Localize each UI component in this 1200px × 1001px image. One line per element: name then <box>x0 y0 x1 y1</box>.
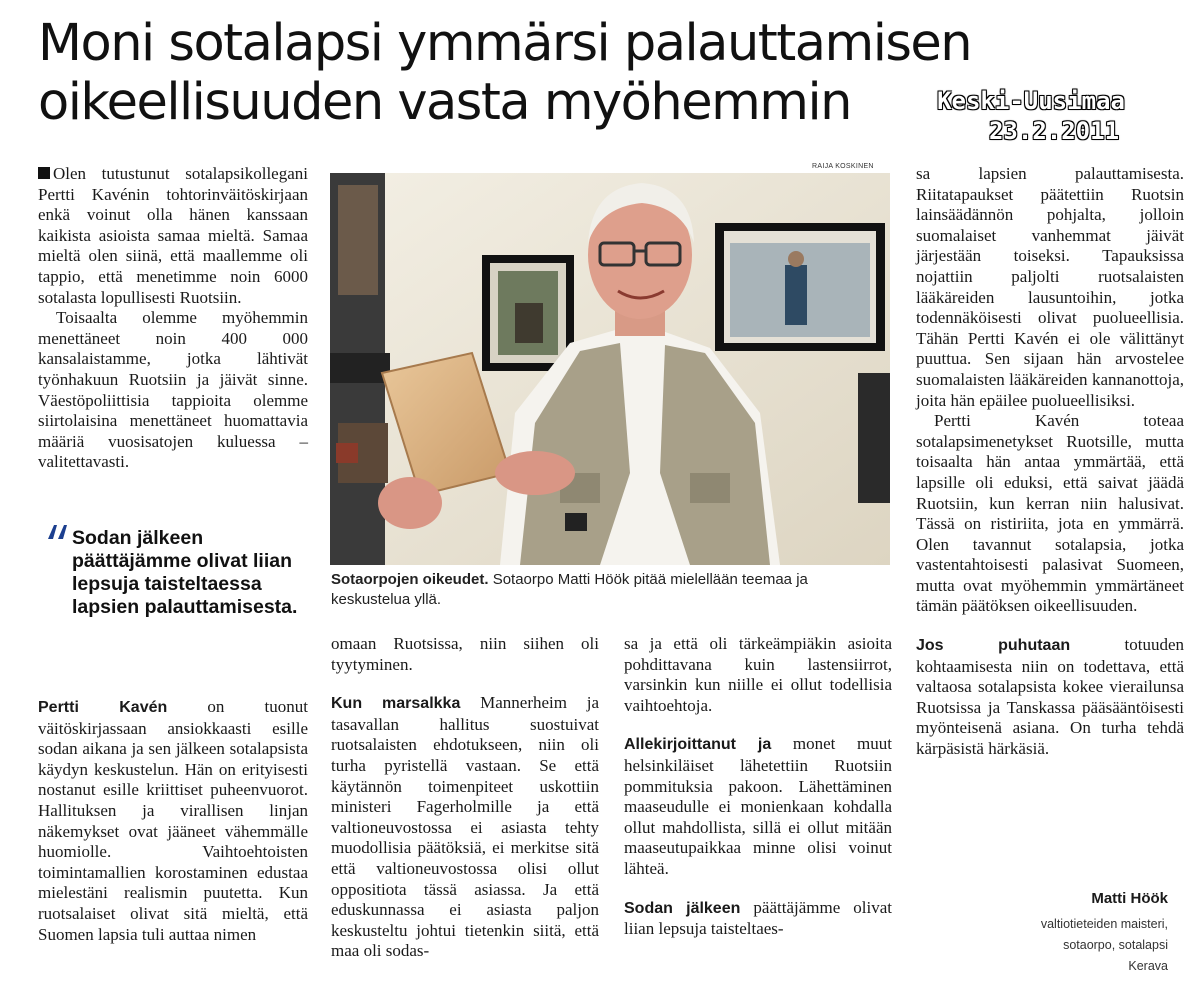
column-3-lead-2: Sodan jälkeen <box>624 899 741 917</box>
column-3-continuation: sa ja että oli tärkeämpiäkin asioita pohdittavana kuin lastensiirrot, varsinkin kun niille ei ollut todellisia vaihtoehtoja. <box>624 634 892 715</box>
pull-quote <box>45 527 315 619</box>
column-2-lead: Kun marsalkka <box>331 695 461 713</box>
photo-caption <box>331 570 891 610</box>
caption-title: Sotaorpojen oikeudet. <box>331 571 489 588</box>
column-4-text: totuuden kohtaamisesta niin on todettava, että valtaosa sotalapsista kokee vierailunsa Ruotsissa ja Tanskassa pääsääntöisesti myönteisenä asiana. On turha tehdä kärpäsistä härkäsiä. <box>916 635 1184 759</box>
quote-mark-icon <box>45 521 71 543</box>
column-1-lead: Pertti Kavén <box>38 699 168 716</box>
column-3-text-2: päättäjämme olivat liian lepsuja taisteltaes- <box>624 897 892 939</box>
author-role: sotaorpo, sotalapsi <box>1063 938 1168 952</box>
column-1-body <box>38 697 308 945</box>
column-3-lead-1: Allekirjoittanut ja <box>624 736 772 754</box>
column-1-text: on tuonut väitöskirjassaan ansiokkaasti esille sodan aikana ja sen jälkeen sotalapsista käydyn keskustelun. Hän on erityisesti nostanut esille kriittiset puheenvuorot. Hallituksen ja virallisen linjan näkemykset ovat jääneet vähemmälle huomiolle. Vaihtoehtoisten toimintamallien korostaminen edustaa mielestäni realismin puutetta. Kun ruotsalaiset olivat sitä mieltä, että Suomen lapsia tuli auttaa nimen <box>38 697 308 944</box>
column-4-paragraph-1: sa lapsien palauttamisesta. Riitatapaukset päätettiin Ruotsin lainsäädännön pohjalta, jolloin suomalaiset vanhemmat jäivät järjestään toiseksi. Tapauksissa nojattiin paljolti ruotsalaisten lääkäreiden lausuntoihin, jotka todennäköisesti olivat puolueellisia. Tähän Pertti Kavén ei ole välittänyt puuttua. Sen sijaan hän arvostelee suomalaisten lääkäreiden kannanottoja, joita hän epäilee puolueellisiksi. <box>916 164 1184 410</box>
photo-credit: RAIJA KOSKINEN <box>812 163 874 170</box>
article-photo <box>330 173 890 565</box>
intro-paragraph-2: Toisaalta olemme myöhemmin menettäneet noin 400 000 kansalaistamme, jotka lähtivät työnhakuun Ruotsiin ja jäivät sinne. Väestöpoliittisia tappioita olemme siirtolaisina menettäneet huomattavia määriä vuosisatojen kuluessa – valitettavasti. <box>38 308 308 472</box>
intro-paragraph-1: Olen tutustunut sotalapsikollegani Pertti Kavénin tohtorinväitöskirjaan enkä voinut olla hänen kanssaan kaikista asioista samaa mieltä. Samaa mieltä olen siinä, että maallemme oli tappio, että menetimme noin 6000 sotalasta lopullisesti Ruotsiin. <box>38 164 308 307</box>
column-3 <box>624 634 892 940</box>
column-1-intro <box>38 164 308 473</box>
photo-illustration <box>330 173 890 565</box>
author-town: Kerava <box>1128 959 1168 973</box>
column-3-text-1: monet muut helsinkiläiset lähetettiin Ruotsiin pommituksia pakoon. Lähettäminen maaseudulle ei monienkaan kohdalla ollut mahdollista, sillä ei ollut mitään maaseutupaikkaa minne olisi voinut lähteä. <box>624 734 892 878</box>
column-2-text: Mannerheim ja tasavallan hallitus suostuivat ruotsalaisten ehdotukseen, niin oli turha pyristellä vastaan. Se että käytännön toimenpiteet uskottiin ministeri Fagerholmille ja että valtioneuvostossa ei asiasta tehty muodollisia päätöksiä, ei merkitse sitä että valtioneuvostossa olisi ollut oppositiota tässä asiassa. Ja että eduskunnassa ei asiasta paljon keskusteltu johtui tietenkin siitä, että maa oli sodas- <box>331 693 599 961</box>
source-date-stamp <box>936 86 1126 146</box>
column-4 <box>916 164 1184 760</box>
pull-quote-text: Sodan jälkeen päättäjämme olivat liian lepsuja taisteltaessa lapsien palauttamisesta. <box>72 527 298 618</box>
author-signature <box>914 888 1168 977</box>
headline: Moni sotalapsi ymmärsi palauttamisen oikeellisuuden vasta myöhemmin <box>38 14 972 132</box>
column-4-paragraph-2: Pertti Kavén toteaa sotalapsimenetykset Ruotsille, mutta toisaalta hän antaa ymmärtää, että lapsille oli eduksi, että saivat jäädä Ruotsiin, kun kerran niin halusivat. Tässä on ristiriita, jota en ymmärrä. Olen tavannut sotalapsia, jotka vastentahtoisesti palasivat Suomeen, mutta ovat myöhemmin ymmärtäneet tämän päätöksen oikeellisuuden. <box>916 411 1184 616</box>
author-title: valtiotieteiden maisteri, <box>1040 917 1168 931</box>
column-4-lead: Jos puhutaan <box>916 637 1071 655</box>
article-start-marker <box>38 167 50 179</box>
caption-text: Sotaorpo Matti Höök pitää mielellään teemaa ja keskustelua yllä. <box>331 571 808 608</box>
column-2 <box>331 634 599 962</box>
author-name: Matti Höök <box>1091 890 1168 907</box>
stamp-source: Keski-Uusimaa <box>937 87 1125 115</box>
column-2-continuation: omaan Ruotsissa, niin siihen oli tyytyminen. <box>331 634 599 674</box>
stamp-date: 23.2.2011 <box>988 117 1120 145</box>
